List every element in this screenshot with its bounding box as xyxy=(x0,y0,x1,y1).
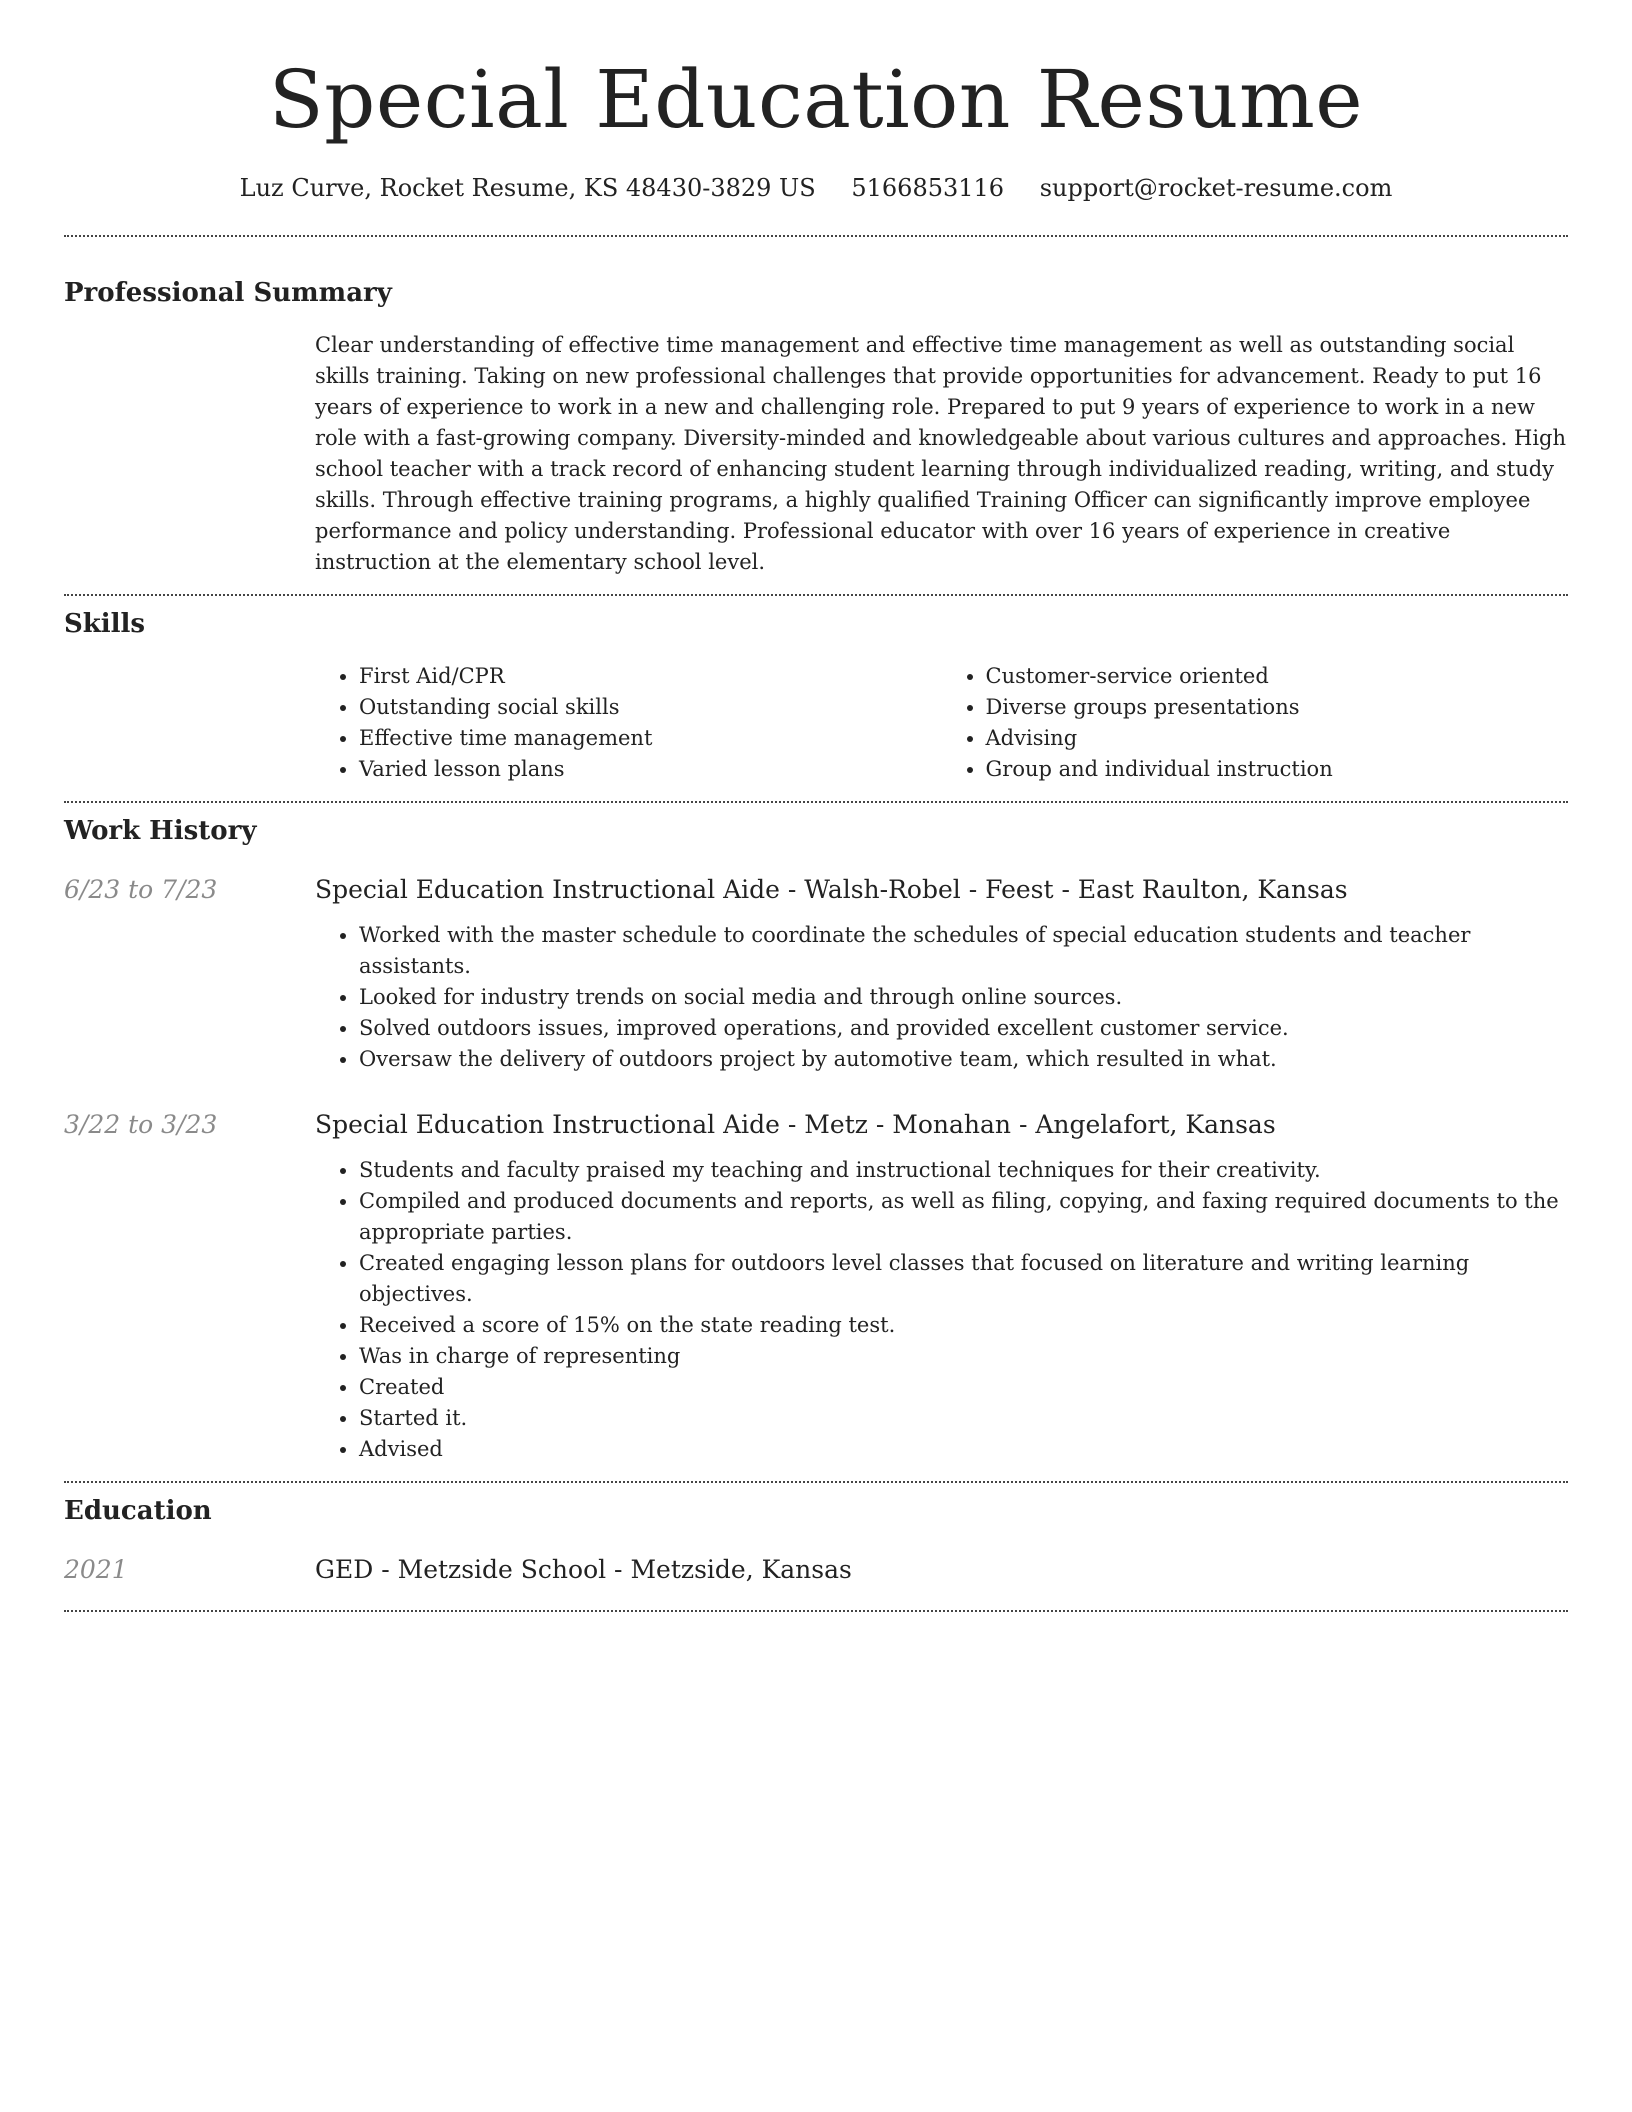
skill-item: • Group and individual instruction xyxy=(986,754,1569,785)
contact-phone: 5166853116 xyxy=(851,174,1005,202)
job-bullet: • Created engaging lesson plans for outdoors level classes that focused on literature and writing learning objectives. xyxy=(359,1248,1568,1310)
skill-item: • First Aid/CPR xyxy=(359,661,942,692)
skill-item: • Effective time management xyxy=(359,723,942,754)
skills-heading: Skills xyxy=(64,609,146,639)
skills-left-spacer xyxy=(64,661,315,785)
work-heading: Work History xyxy=(64,816,257,846)
education-section xyxy=(64,1483,1568,1587)
summary-heading: Professional Summary xyxy=(64,278,392,308)
job-bullets xyxy=(315,1155,1568,1465)
job-bullet: • Students and faculty praised my teaching and instructional techniques for their creativity. xyxy=(359,1155,1568,1186)
resume-title: Special Education Resume xyxy=(268,53,1364,146)
summary-left-spacer xyxy=(64,330,315,578)
job-title: Special Education Instructional Aide - Metz - Monahan - Angelafort, Kansas xyxy=(315,1110,1276,1139)
skill-item: • Diverse groups presentations xyxy=(986,692,1569,723)
skills-list-left xyxy=(315,661,942,785)
job-dates: 6/23 to 7/23 xyxy=(64,875,218,904)
resume-page xyxy=(64,0,1568,1612)
skill-item: • Outstanding social skills xyxy=(359,692,942,723)
education-entry xyxy=(64,1553,1568,1587)
skill-item: • Varied lesson plans xyxy=(359,754,942,785)
education-heading: Education xyxy=(64,1496,212,1526)
skills-grid xyxy=(315,661,1568,785)
contact-email: support@rocket-resume.com xyxy=(1039,174,1393,202)
job-entry xyxy=(64,873,1568,1075)
job-entry xyxy=(64,1108,1568,1465)
job-bullet: • Solved outdoors issues, improved operations, and provided excellent customer service. xyxy=(359,1013,1568,1044)
job-bullet: • Compiled and produced documents and reports, as well as filing, copying, and faxing required documents to the appropriate parties. xyxy=(359,1186,1568,1248)
job-dates: 3/22 to 3/23 xyxy=(64,1110,218,1139)
skills-section xyxy=(64,596,1568,785)
skill-item: • Advising xyxy=(986,723,1569,754)
skills-list-right xyxy=(942,661,1569,785)
job-bullet: • Created xyxy=(359,1372,1568,1403)
job-bullet: • Oversaw the delivery of outdoors project by automotive team, which resulted in what. xyxy=(359,1044,1568,1075)
job-bullet: • Received a score of 15% on the state reading test. xyxy=(359,1310,1568,1341)
work-section xyxy=(64,803,1568,1465)
job-bullet: • Looked for industry trends on social media and through online sources. xyxy=(359,982,1568,1013)
contact-line xyxy=(64,170,1568,206)
job-bullet: • Advised xyxy=(359,1434,1568,1465)
job-bullet: • Worked with the master schedule to coordinate the schedules of special education students and teacher assistants. xyxy=(359,920,1568,982)
education-date: 2021 xyxy=(64,1555,128,1584)
job-bullet: • Was in charge of representing xyxy=(359,1341,1568,1372)
contact-address: Luz Curve, Rocket Resume, KS 48430-3829 US xyxy=(239,174,816,202)
summary-section xyxy=(64,237,1568,578)
education-title: GED - Metzside School - Metzside, Kansas xyxy=(315,1555,852,1584)
job-title: Special Education Instructional Aide - Walsh-Robel - Feest - East Raulton, Kansas xyxy=(315,875,1348,904)
summary-text: Clear understanding of effective time management and effective time management as well as outstanding social skills training. Taking on new professional challenges that provide opportunities for advancement. Ready to put 16 years of experience to work in a new and challenging role. Prepared to put 9 years of experience to work in a new role with a fast-growing company. Diversity-minded and knowledgeable about various cultures and approaches. High school teacher with a track record of enhancing student learning through individualized reading, writing, and study skills. Through effective training programs, a highly qualified Training Officer can significantly improve employee performance and policy understanding. Professional educator with over 16 years of experience in creative instruction at the elementary school level. xyxy=(315,333,1567,574)
education-divider xyxy=(64,1610,1568,1612)
job-bullets xyxy=(315,920,1568,1075)
skill-item: • Customer-service oriented xyxy=(986,661,1569,692)
job-bullet: • Started it. xyxy=(359,1403,1568,1434)
